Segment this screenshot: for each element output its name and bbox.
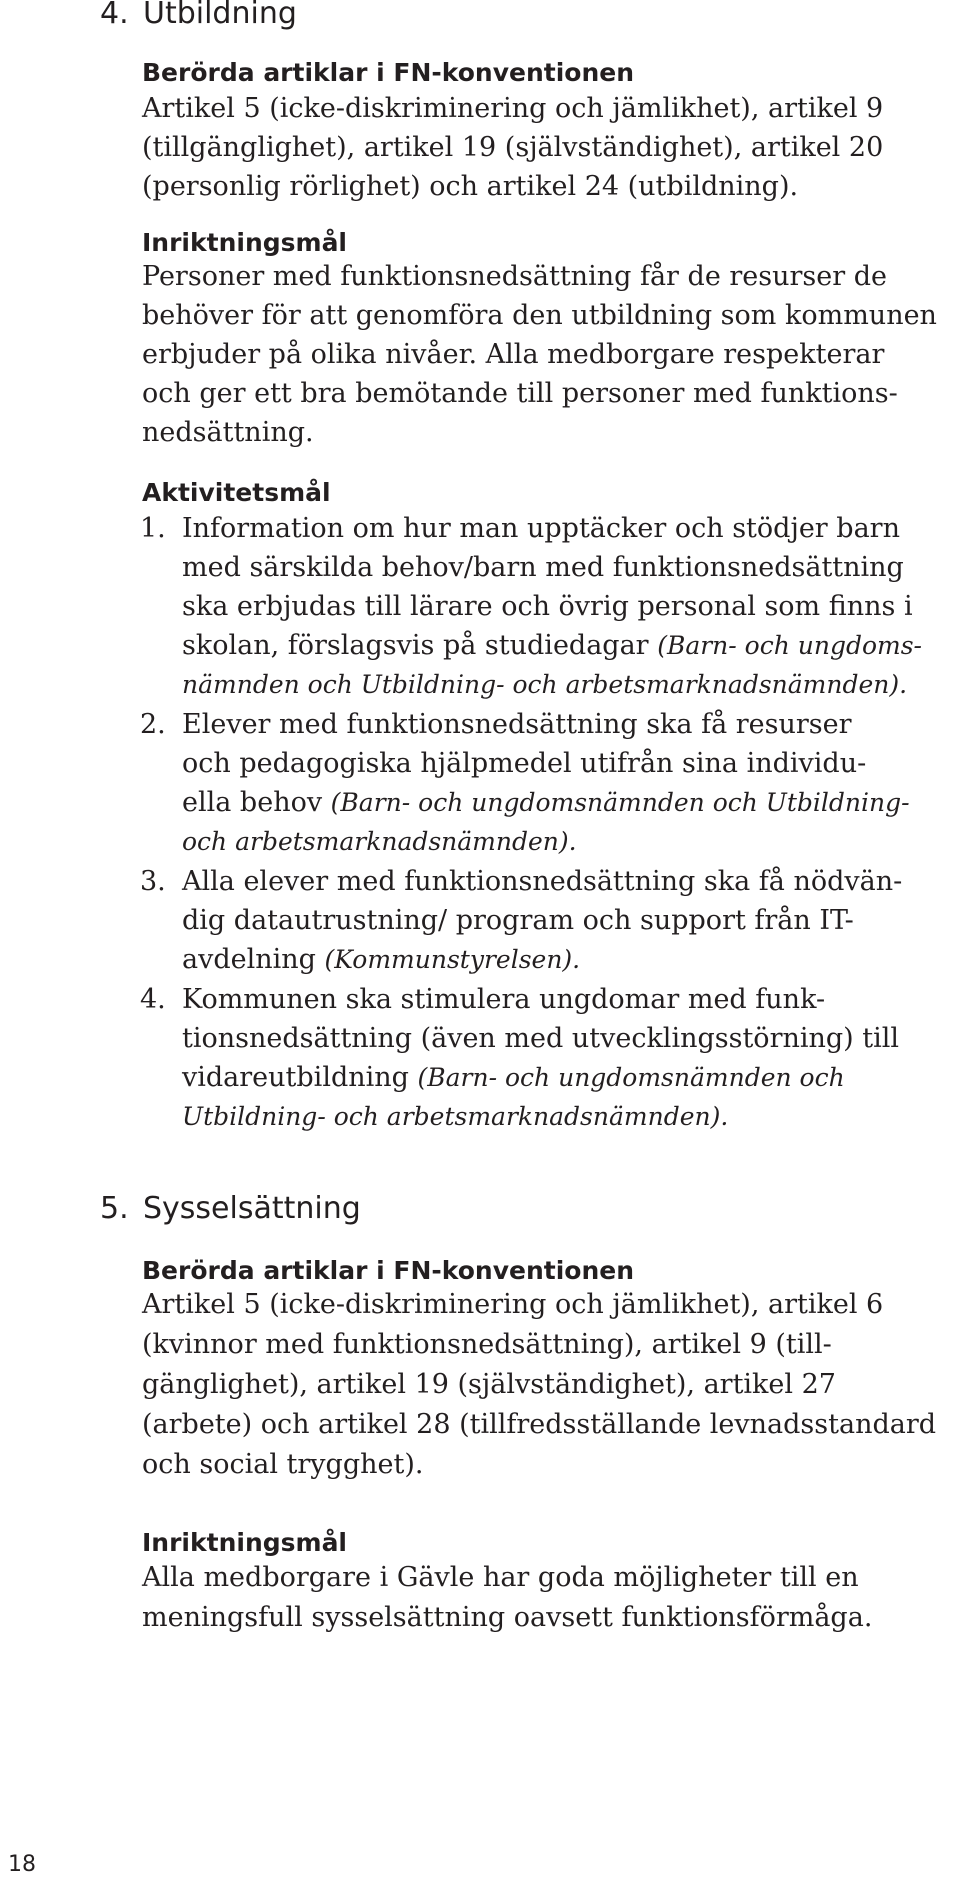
page-number: 18 xyxy=(8,1852,36,1877)
direction-line: och ger ett bra bemötande till personer med funktions- xyxy=(142,378,898,409)
direction-heading: Inriktningsmål xyxy=(142,228,348,257)
activity-line: med särskilda behov/barn med funktionsnedsättning xyxy=(182,552,904,583)
section-heading xyxy=(100,1191,361,1227)
articles-line: gänglighet), artikel 19 (självständighet), artikel 27 xyxy=(142,1369,836,1400)
activity-line: dig datautrustning/ program och support från IT- xyxy=(182,905,854,936)
activity-line: Utbildning- och arbetsmarknadsnämnden). xyxy=(182,1102,729,1131)
articles-line: (arbete) och artikel 28 (tillfredsställande levnadsstandard xyxy=(142,1409,937,1440)
section-number: 4. xyxy=(100,0,129,31)
activity-line: nämnden och Utbildning- och arbetsmarknadsnämnden). xyxy=(182,670,908,699)
direction-heading: Inriktningsmål xyxy=(142,1528,348,1557)
section-number: 5. xyxy=(100,1191,129,1226)
activity-line: Alla elever med funktionsnedsättning ska få nödvän- xyxy=(182,866,903,897)
activity-line: Elever med funktionsnedsättning ska få resurser xyxy=(182,709,852,740)
articles-heading: Berörda artiklar i FN-konventionen xyxy=(142,1256,635,1285)
direction-line: erbjuder på olika nivåer. Alla medborgare respekterar xyxy=(142,339,885,370)
articles-heading: Berörda artiklar i FN-konventionen xyxy=(142,58,635,87)
articles-line: Artikel 5 (icke-diskriminering och jämlikhet), artikel 9 xyxy=(142,93,884,124)
direction-line: Alla medborgare i Gävle har goda möjligheter till en xyxy=(142,1562,859,1593)
direction-line: behöver för att genomföra den utbildning som kommunen xyxy=(142,300,937,331)
activity-line: Information om hur man upptäcker och stödjer barn xyxy=(182,513,900,544)
activity-line: skolan, förslagsvis på studiedagar (Barn- och ungdoms- xyxy=(182,630,923,661)
articles-line: (personlig rörlighet) och artikel 24 (utbildning). xyxy=(142,171,799,202)
activity-line: ska erbjudas till lärare och övrig personal som finns i xyxy=(182,591,913,622)
activity-line: ella behov (Barn- och ungdomsnämnden och Utbildning- xyxy=(182,787,910,818)
direction-line: meningsfull sysselsättning oavsett funktionsförmåga. xyxy=(142,1602,873,1633)
activity-line: Kommunen ska stimulera ungdomar med funk- xyxy=(182,984,826,1015)
activity-line: avdelning (Kommunstyrelsen). xyxy=(182,944,581,975)
section-title: Utbildning xyxy=(143,0,297,31)
articles-line: och social trygghet). xyxy=(142,1449,424,1480)
section-title: Sysselsättning xyxy=(143,1191,361,1226)
articles-line: (kvinnor med funktionsnedsättning), artikel 9 (till- xyxy=(142,1329,832,1360)
activity-line: och arbetsmarknadsnämnden). xyxy=(182,827,577,856)
activity-number: 1. xyxy=(140,513,166,544)
activity-number: 4. xyxy=(140,984,166,1015)
activity-line: och pedagogiska hjälpmedel utifrån sina individu- xyxy=(182,748,867,779)
activity-line: vidareutbildning (Barn- och ungdomsnämnden och xyxy=(182,1062,845,1093)
direction-line: nedsättning. xyxy=(142,417,314,448)
articles-line: (tillgänglighet), artikel 19 (självständighet), artikel 20 xyxy=(142,132,884,163)
activity-line: tionsnedsättning (även med utvecklingsstörning) till xyxy=(182,1023,900,1054)
articles-line: Artikel 5 (icke-diskriminering och jämlikhet), artikel 6 xyxy=(142,1289,884,1320)
section-heading xyxy=(100,0,297,32)
activity-number: 2. xyxy=(140,709,166,740)
activity-number: 3. xyxy=(140,866,166,897)
activity-heading: Aktivitetsmål xyxy=(142,478,331,507)
direction-line: Personer med funktionsnedsättning får de resurser de xyxy=(142,261,888,292)
